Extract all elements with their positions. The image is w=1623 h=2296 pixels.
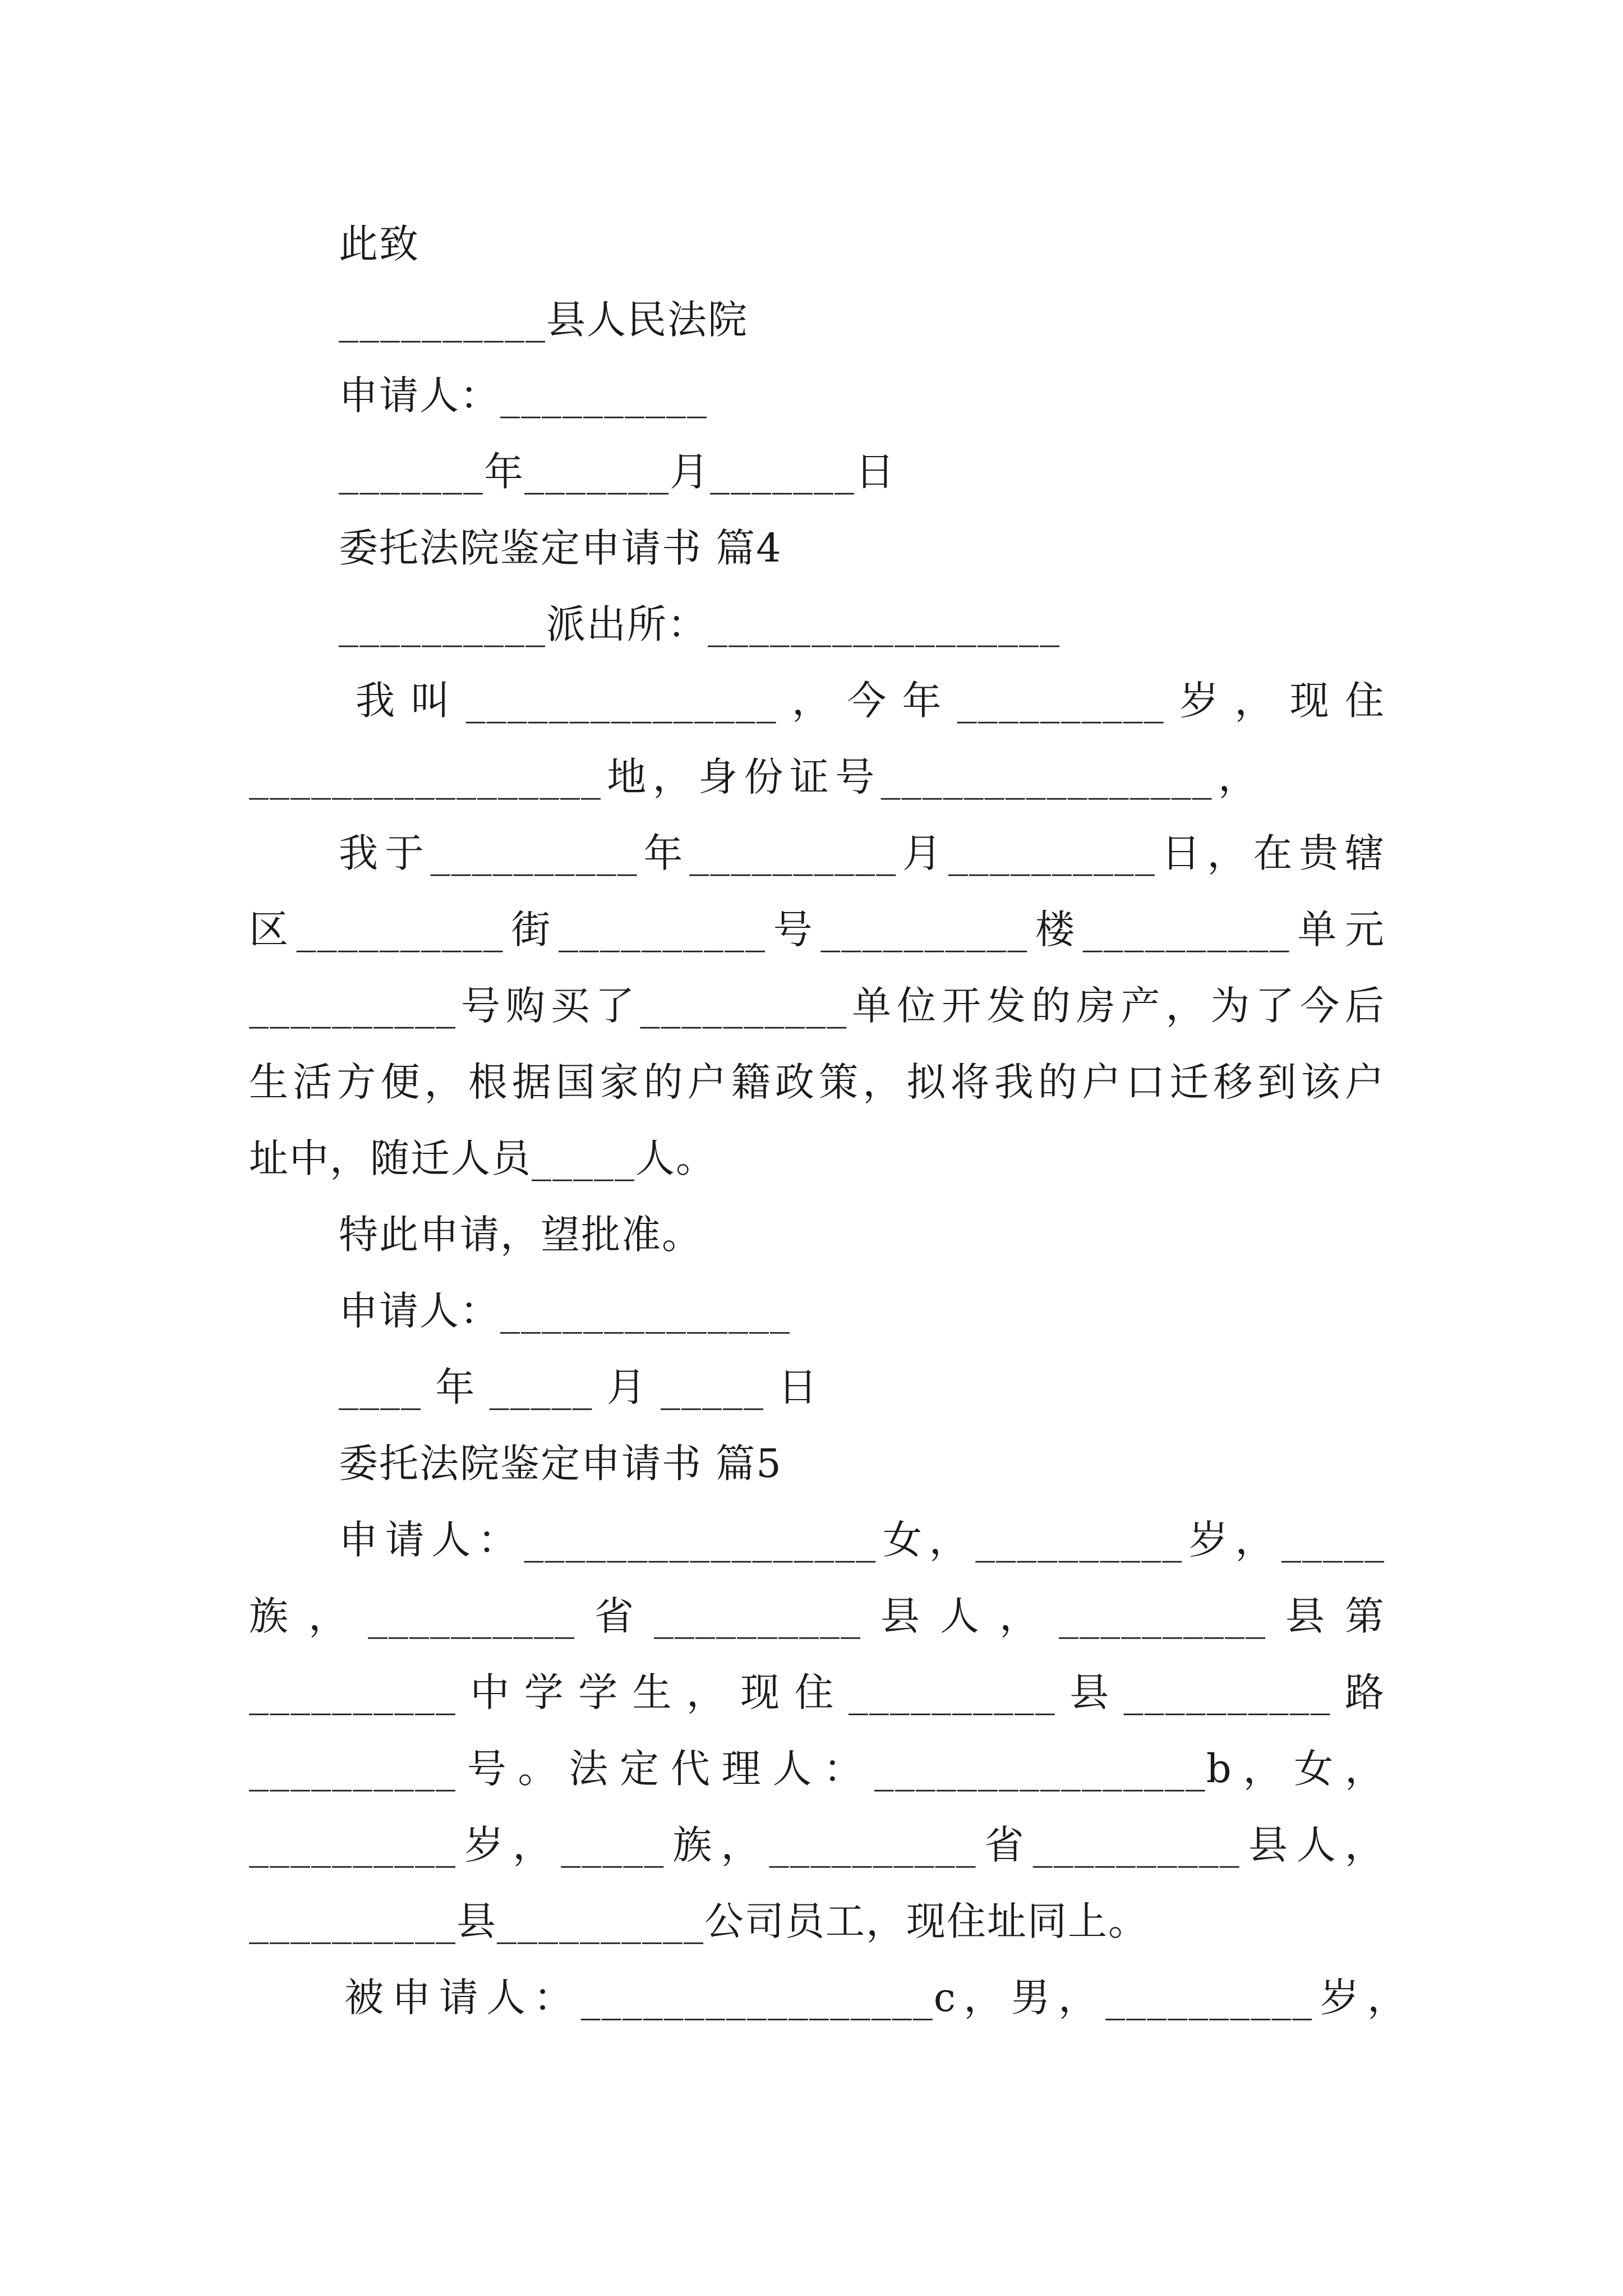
applicant-signature-line: 申请人：__________ [339, 372, 708, 418]
paragraph-line: __________岁，_____族，__________省__________县人， [249, 1822, 1385, 1868]
paragraph-line: 区__________街__________号__________楼__________单元 [249, 907, 1385, 953]
paragraph-line: _________________地，身份证号________________， [249, 754, 1258, 800]
paragraph-line: 族，__________省__________县人，__________县第 [249, 1593, 1385, 1639]
date-line: _______年_______月_______日 [339, 449, 896, 495]
paragraph-line: __________县__________公司员工，现住址同上。 [249, 1898, 1149, 1944]
paragraph-line: __________号。法定代理人：________________b，女， [249, 1746, 1385, 1792]
paragraph-line: 我叫_______________，今年__________岁，现住 [356, 678, 1385, 724]
request-statement: 特此申请，望批准。 [339, 1212, 702, 1258]
date-line: ____ 年 _____ 月 _____ 日 [339, 1364, 819, 1410]
paragraph-line: 申请人：_________________女，__________岁，_____ [339, 1517, 1385, 1563]
applicant-signature-line: 申请人：______________ [339, 1288, 791, 1334]
paragraph-line: __________中学学生，现住__________县__________路 [249, 1669, 1385, 1715]
paragraph-line: __________号购买了__________单位开发的房产，为了今后 [249, 983, 1385, 1029]
paragraph-line: 生活方便，根据国家的户籍政策，拟将我的户口迁移到该户 [249, 1059, 1385, 1105]
paragraph-line: 址中，随迁人员_____人。 [249, 1135, 716, 1181]
section-heading-4: 委托法院鉴定申请书 篇4 [339, 525, 782, 571]
police-station-addressee: __________派出所：_________________ [339, 601, 1061, 647]
respondent-line: 被申请人：_________________c，男，__________岁， [344, 1975, 1408, 2021]
section-heading-5: 委托法院鉴定申请书 篇5 [339, 1441, 782, 1487]
paragraph-line: 我于__________年__________月__________日，在贵辖 [339, 830, 1385, 876]
court-addressee: __________县人民法院 [339, 297, 748, 343]
closing-salutation: 此致 [339, 221, 419, 267]
